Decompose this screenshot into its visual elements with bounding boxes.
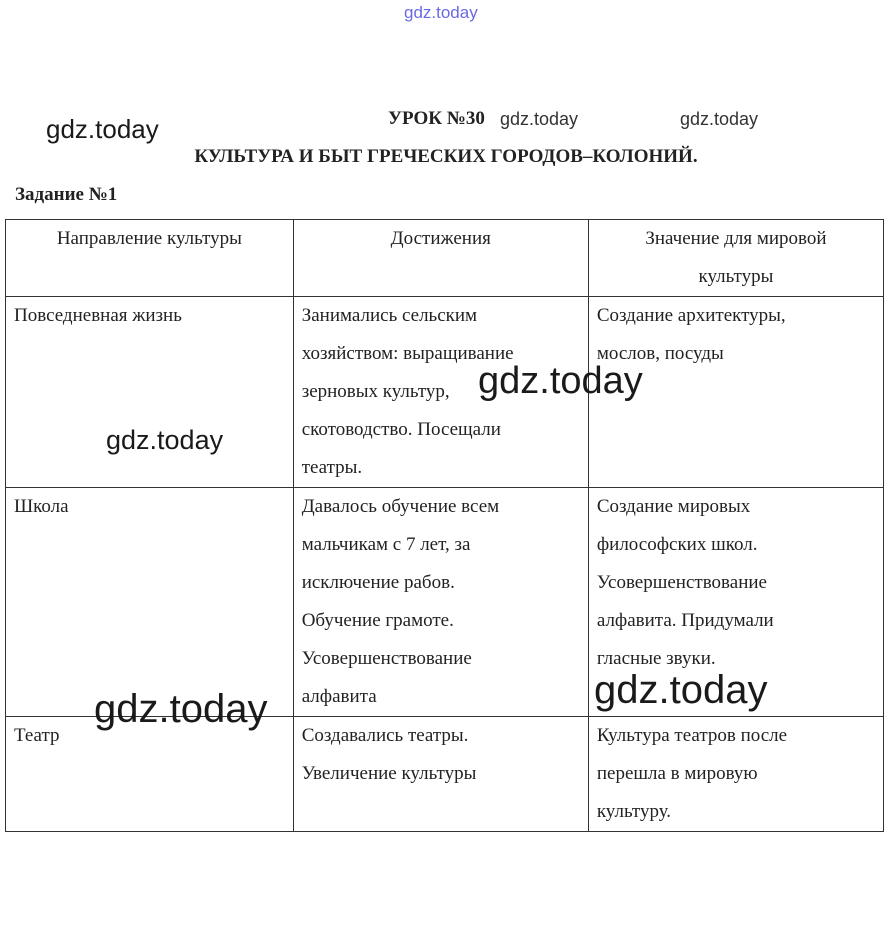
- cell-line: алфавита: [301, 686, 377, 707]
- cell-line: Давалось обучение всем: [301, 496, 500, 517]
- cell-achievements: [293, 717, 588, 832]
- watermark: gdz.today: [500, 109, 579, 129]
- cell-achievements: [293, 488, 588, 717]
- header-line: Значение для мировой: [645, 228, 827, 249]
- cell-direction: [6, 297, 294, 488]
- cell-direction: [6, 488, 294, 717]
- cell-line: театры.: [301, 457, 363, 478]
- column-header-direction: [6, 220, 294, 297]
- column-header-achievements: [293, 220, 588, 297]
- cell-line: перешла в мировую: [596, 763, 758, 784]
- cell-line: Усовершенствование: [596, 572, 767, 593]
- cell-line: Культура театров после: [596, 725, 788, 746]
- cell-line: Создание архитектуры,: [596, 305, 786, 326]
- cell-significance: [588, 717, 883, 832]
- cell-line: Школа: [14, 496, 69, 517]
- task-heading: Задание №1: [15, 184, 118, 205]
- cell-line: зерновых культур,: [301, 381, 450, 402]
- cell-line: мослов, посуды: [596, 343, 724, 364]
- cell-line: Создание мировых: [596, 496, 751, 517]
- cell-line: философских школ.: [596, 534, 758, 555]
- watermark: gdz.today: [680, 109, 759, 129]
- cell-line: Увеличение культуры: [301, 763, 477, 784]
- cell-line: Театр: [14, 725, 60, 746]
- watermark: gdz.today: [594, 668, 768, 712]
- cell-line: исключение рабов.: [301, 572, 455, 593]
- table-row: [6, 297, 884, 488]
- cell-line: Занимались сельским: [301, 305, 478, 326]
- header-line: культуры: [698, 266, 774, 287]
- cell-line: скотоводство. Посещали: [301, 419, 501, 440]
- watermark: gdz.today: [106, 425, 224, 455]
- lesson-title: УРОК №30: [388, 108, 485, 129]
- watermark-top[interactable]: gdz.today: [404, 3, 478, 22]
- culture-table: [5, 219, 884, 832]
- cell-line: алфавита. Придумали: [596, 610, 774, 631]
- watermark: gdz.today: [478, 360, 643, 402]
- cell-line: Создавались театры.: [301, 725, 469, 746]
- header-line: Направление культуры: [56, 228, 242, 249]
- table-row: [6, 717, 884, 832]
- cell-line: хозяйством: выращивание: [301, 343, 514, 364]
- watermark: gdz.today: [46, 114, 159, 144]
- page-subtitle: КУЛЬТУРА И БЫТ ГРЕЧЕСКИХ ГОРОДОВ–КОЛОНИЙ.: [194, 146, 698, 167]
- table-header-row: [6, 220, 884, 297]
- cell-line: культуру.: [596, 801, 672, 822]
- watermark: gdz.today: [94, 687, 268, 731]
- header-line: Достижения: [390, 228, 491, 249]
- cell-line: Повседневная жизнь: [14, 305, 182, 326]
- cell-line: Обучение грамоте.: [301, 610, 454, 631]
- cell-line: мальчикам с 7 лет, за: [301, 534, 471, 555]
- column-header-significance: [588, 220, 883, 297]
- cell-line: гласные звуки.: [596, 648, 716, 669]
- cell-direction: [6, 717, 294, 832]
- cell-line: Усовершенствование: [301, 648, 472, 669]
